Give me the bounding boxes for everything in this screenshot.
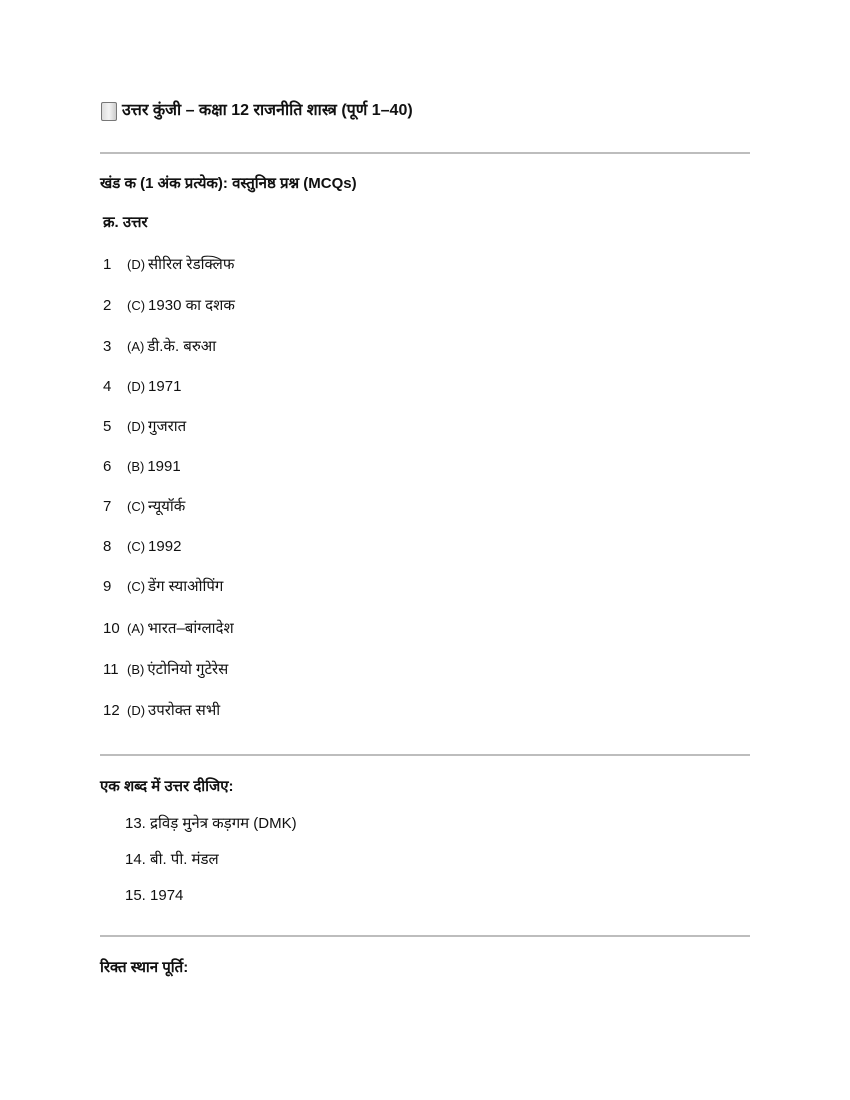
answer-option: (B)	[127, 459, 145, 474]
answer-text: भारत–बांग्लादेश	[147, 620, 234, 637]
answer-text: 1930 का दशक	[148, 297, 235, 314]
answer-text: 1991	[147, 458, 181, 475]
answer-text: गुजरात	[148, 418, 187, 435]
table-row	[103, 296, 235, 316]
scroll-icon	[101, 102, 117, 121]
divider	[100, 152, 750, 154]
question-number: 5	[103, 418, 112, 435]
list-item: 13. द्रविड़ मुनेत्र कड़गम (DMK)	[125, 815, 297, 832]
table-row	[103, 660, 228, 680]
answer-text: न्यूयॉर्क	[148, 498, 186, 515]
question-number: 10	[103, 620, 120, 637]
answer-option: (D)	[127, 257, 146, 272]
table-row	[103, 701, 220, 721]
table-row	[103, 497, 185, 517]
divider	[100, 754, 750, 756]
table-row	[103, 537, 181, 557]
fill-blanks-heading: रिक्त स्थान पूर्ति:	[100, 959, 189, 976]
answer-option: (D)	[127, 703, 146, 718]
list-item: 15. 1974	[125, 887, 184, 904]
answer-option: (D)	[127, 419, 146, 434]
answer-text: सीरिल रेडक्लिफ	[148, 256, 235, 273]
answer-text: 1971	[148, 378, 182, 395]
answer-option: (C)	[127, 298, 146, 313]
answer-option: (A)	[127, 339, 145, 354]
table-row	[103, 619, 234, 639]
question-number: 11	[103, 661, 119, 678]
answer-text: डेंग स्याओपिंग	[148, 578, 224, 595]
table-row	[103, 577, 223, 597]
table-row	[103, 255, 234, 275]
answer-option: (D)	[127, 379, 146, 394]
answer-text: उपरोक्त सभी	[148, 702, 221, 719]
question-number: 12	[103, 702, 120, 719]
page-title	[101, 101, 413, 121]
answer-option: (C)	[127, 539, 146, 554]
title-text: उत्तर कुंजी – कक्षा 12 राजनीति शास्त्र (पूर्ण 1–40)	[122, 102, 413, 119]
answer-option: (C)	[127, 579, 146, 594]
question-number: 9	[103, 578, 112, 595]
question-number: 6	[103, 458, 112, 475]
one-word-heading: एक शब्द में उत्तर दीजिए:	[100, 778, 234, 795]
table-row	[103, 377, 181, 397]
table-row	[103, 337, 216, 357]
divider	[100, 935, 750, 937]
list-item: 14. बी. पी. मंडल	[125, 851, 219, 868]
question-number: 2	[103, 297, 112, 314]
question-number: 3	[103, 338, 112, 355]
answer-text: एंटोनियो गुटेरेस	[147, 661, 229, 678]
answer-option: (A)	[127, 621, 145, 636]
answer-text: 1992	[148, 538, 182, 555]
answer-text: डी.के. बरुआ	[147, 338, 217, 355]
question-number: 4	[103, 378, 112, 395]
table-row	[103, 417, 186, 437]
question-number: 7	[103, 498, 112, 515]
section-a-heading: खंड क (1 अंक प्रत्येक): वस्तुनिष्ठ प्रश्न (MCQs)	[100, 175, 357, 192]
answer-option: (C)	[127, 499, 146, 514]
question-number: 8	[103, 538, 112, 555]
table-row	[103, 457, 181, 477]
column-header: क्र. उत्तर	[103, 214, 148, 231]
answer-option: (B)	[127, 662, 145, 677]
question-number: 1	[103, 256, 112, 273]
